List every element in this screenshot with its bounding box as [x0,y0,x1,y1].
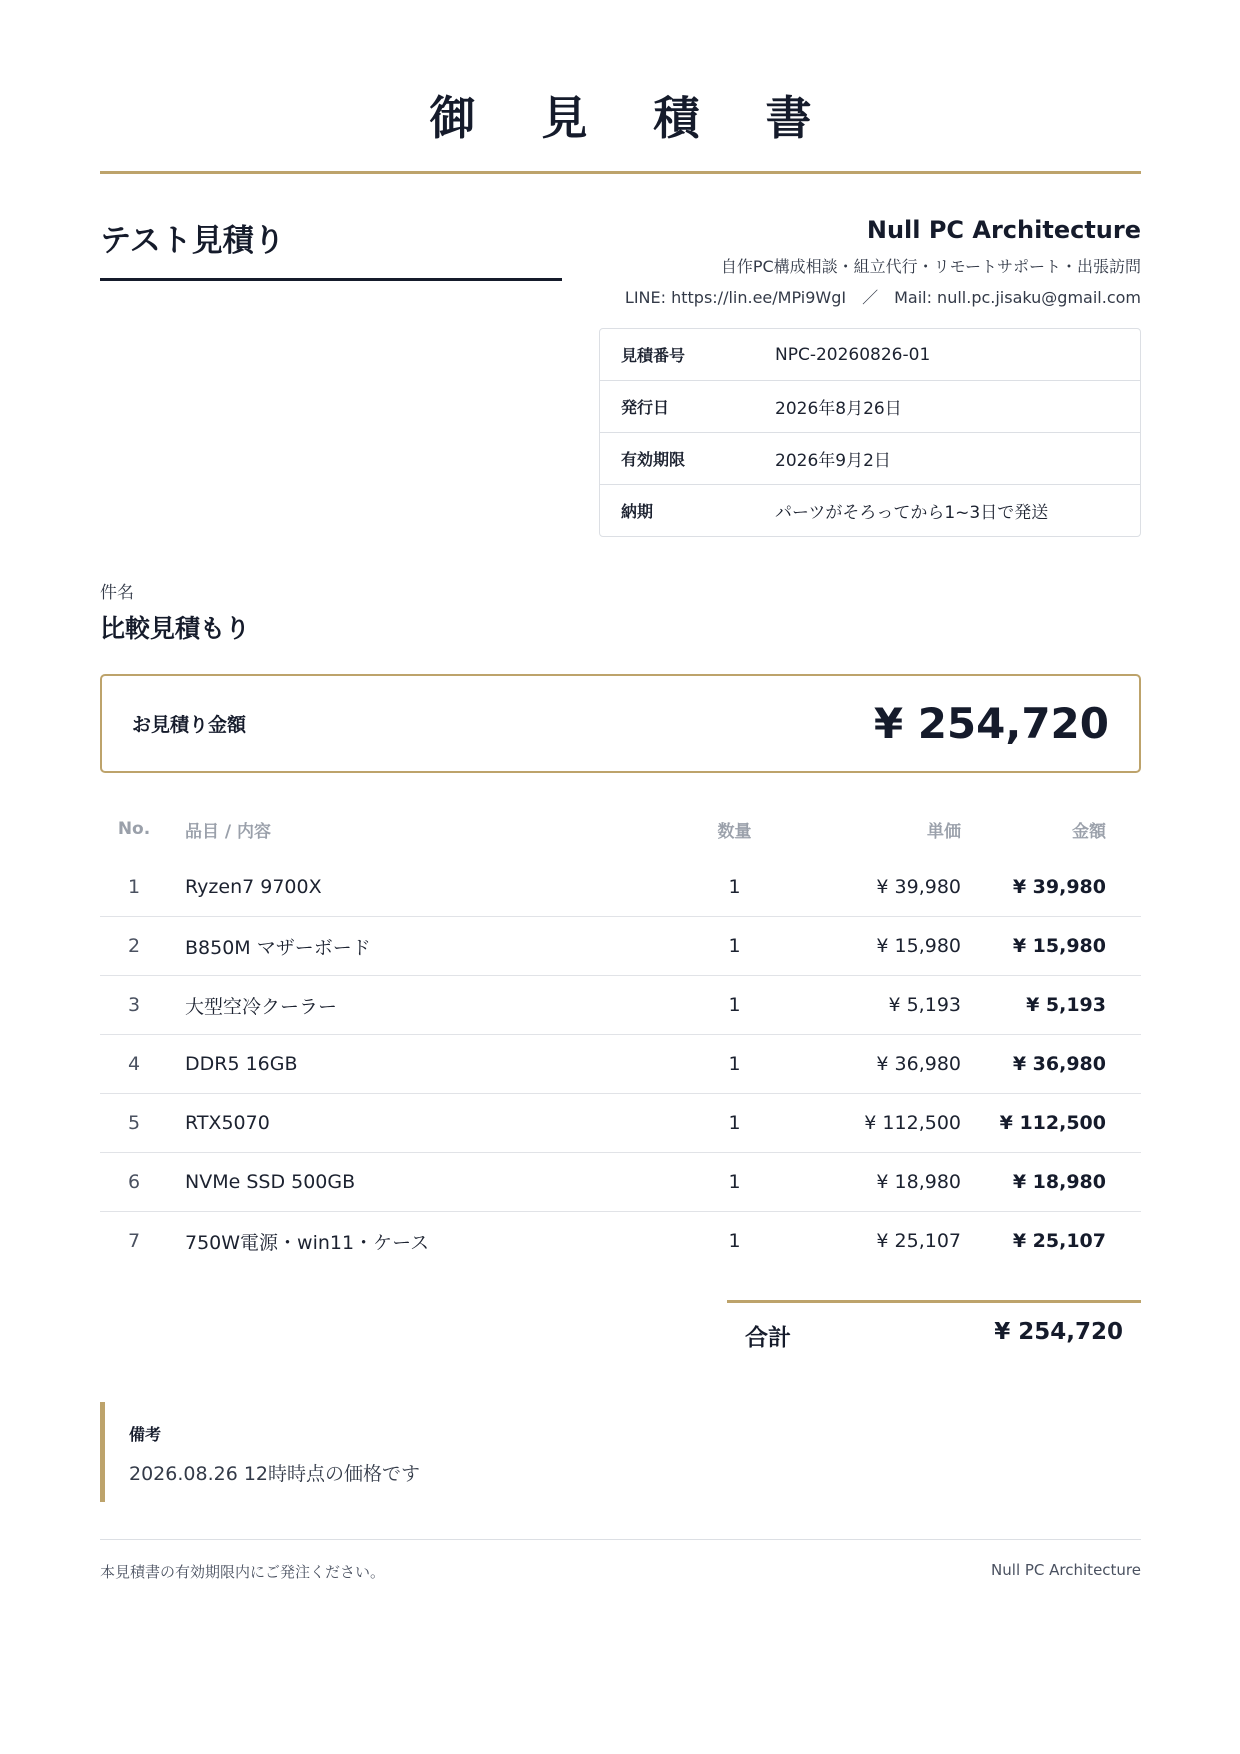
cell-amount: ¥ 15,980 [1012,935,1106,957]
cell-quantity: 1 [728,1112,741,1134]
table-row [100,917,1141,976]
items-header-row [100,800,1141,858]
cell-description: B850M マザーボード [185,936,371,959]
header-description: 品目 / 内容 [185,821,272,842]
cell-no: 4 [127,1053,141,1075]
estimate-total-label: お見積り金額 [132,714,247,736]
cell-unit-price: ¥ 36,980 [876,1053,961,1075]
issuer-block [581,216,1141,308]
footer-issuer: Null PC Architecture [991,1561,1141,1579]
meta-value: パーツがそろってから1~3日で発送 [775,503,1049,523]
cell-unit-price: ¥ 18,980 [876,1171,961,1193]
meta-value: 2026年9月2日 [775,451,891,471]
footer-note: 本見積書の有効期限内にご発注ください。 [100,1563,386,1581]
footer-divider [100,1539,1141,1540]
notes-block [100,1402,1141,1502]
notes-title: 備考 [129,1425,162,1444]
document-title: 御見積書 [429,91,878,145]
header-unit-price: 単価 [927,821,961,842]
cell-no: 1 [127,876,141,898]
cell-amount: ¥ 5,193 [1026,994,1106,1016]
table-row [100,1094,1141,1153]
meta-value: NPC-20260826-01 [775,344,931,365]
meta-label: 有効期限 [621,450,686,469]
meta-value: 2026年8月26日 [775,399,902,419]
cell-description: DDR5 16GB [185,1053,298,1075]
cell-quantity: 1 [728,876,741,898]
cell-quantity: 1 [728,935,741,957]
meta-label: 納期 [621,502,654,521]
cell-unit-price: ¥ 39,980 [876,876,961,898]
client-name: テスト見積り [100,215,562,281]
table-row [100,1153,1141,1212]
cell-description: NVMe SSD 500GB [185,1171,356,1193]
table-row [100,1035,1141,1094]
cell-no: 2 [127,935,141,957]
items-table [100,800,1141,1270]
cell-amount: ¥ 39,980 [1012,876,1106,898]
cell-amount: ¥ 18,980 [1012,1171,1106,1193]
table-row [100,858,1141,917]
subject-label: 件名 [100,583,134,603]
issuer-tagline: 自作PC構成相談・組立代行・リモートサポート・出張訪問 [720,257,1141,276]
cell-no: 7 [127,1230,141,1252]
title-divider [100,171,1141,174]
meta-label: 見積番号 [621,346,686,365]
cell-unit-price: ¥ 112,500 [864,1112,961,1134]
meta-row-issue-date [600,381,1140,433]
header-no: No. [117,819,151,839]
estimate-total-value: ¥ 254,720 [873,699,1109,748]
notes-text: 2026.08.26 12時時点の価格です [129,1463,421,1485]
cell-amount: ¥ 36,980 [1012,1053,1106,1075]
meta-label: 発行日 [621,398,670,417]
issuer-name: Null PC Architecture [866,216,1141,244]
estimate-meta-table [599,328,1141,537]
cell-quantity: 1 [728,1171,741,1193]
cell-quantity: 1 [728,1053,741,1075]
cell-amount: ¥ 25,107 [1012,1230,1106,1252]
meta-row-expiry-date [600,433,1140,485]
summary-divider [727,1300,1141,1303]
cell-description: 大型空冷クーラー [185,995,338,1018]
cell-description: 750W電源・win11・ケース [185,1231,430,1254]
estimate-page [100,0,1141,1754]
cell-unit-price: ¥ 25,107 [876,1230,961,1252]
summary-value: ¥ 254,720 [994,1319,1123,1345]
summary-label: 合計 [745,1325,791,1351]
header-amount: 金額 [1072,821,1106,842]
meta-row-estimate-number [600,329,1140,381]
cell-quantity: 1 [728,1230,741,1252]
cell-description: Ryzen7 9700X [185,876,322,898]
cell-no: 5 [127,1112,141,1134]
issuer-contact: LINE: https://lin.ee/MPi9WgI ／ Mail: null.pc.jisaku@gmail.com [624,288,1141,307]
cell-unit-price: ¥ 15,980 [876,935,961,957]
table-row [100,1212,1141,1270]
cell-unit-price: ¥ 5,193 [888,994,961,1016]
subject-value: 比較見積もり [100,614,251,643]
cell-no: 6 [127,1171,141,1193]
cell-amount: ¥ 112,500 [999,1112,1106,1134]
cell-no: 3 [127,994,141,1016]
header-quantity: 数量 [717,821,752,842]
items-body [100,858,1141,1270]
meta-row-delivery [600,485,1140,536]
cell-description: RTX5070 [185,1112,270,1134]
table-row [100,976,1141,1035]
estimate-total-box [100,674,1141,773]
cell-quantity: 1 [728,994,741,1016]
